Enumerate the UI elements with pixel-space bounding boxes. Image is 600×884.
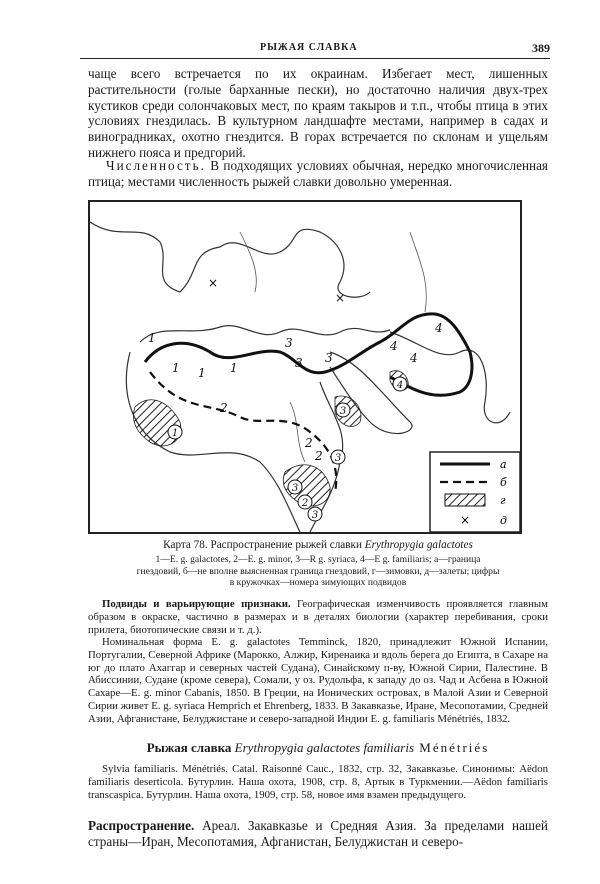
region-number: 1 (172, 361, 180, 375)
vagrant-mark: × (335, 291, 346, 305)
page-number: 389 (532, 41, 550, 55)
legend-key: д (500, 514, 507, 527)
legend-key: г (500, 494, 506, 507)
region-number: 1 (148, 331, 156, 345)
abundance-text: В подходящих условиях обычная, нередко многочисленная птица; местами численность рыжей славки довольно умеренная. (88, 158, 548, 189)
circled-number: 3 (311, 510, 319, 521)
legend-line: в кружочках—номера зимующих подвидов (229, 577, 407, 588)
subspecies-text: Географическая изменчивость проявляется главным образом в окраске, частично в размерах и в деталях биологии (характер перебивания, сроки прилета, биотопические связи и т. д.). (88, 598, 548, 636)
legend-line: гнездовий, б—не вполне выясненная граница гнездовий, г—зимовки, д—залеты; цифры (136, 565, 500, 577)
body-paragraph-abundance (88, 158, 548, 190)
map-legend-caption (88, 554, 548, 589)
coastline-europe (90, 222, 370, 297)
legend-key: а (500, 458, 507, 471)
region-number: 1 (230, 361, 238, 375)
region-number: 3 (285, 336, 293, 350)
circled-number: 1 (171, 428, 179, 439)
map-caption-prefix: Карта 78. Распространение рыжей славки (163, 539, 365, 551)
breeding-border (145, 314, 472, 395)
synonyms-paragraph: Sylvia familiaris. Ménétriés. Catal. Raisonné Cauc., 1832, стр. 32, Закавказье. Синонимы: Aëdon familiaris deserticola. Бутурлин. Наша охота, 1908, стр. 8, Артык в Туркмении.—Aëdon familiaris transcaspica. Бутурлин. Наша охота, 1909, стр. 58, новое имя взамен предыдущего. (88, 763, 548, 801)
subspecies-lead: Подвиды и варьирующие признаки. (102, 598, 291, 610)
map-legend (430, 452, 520, 532)
distribution-text: Ареал. Закавказье и Средняя Азия. За пределами нашей страны—Иран, Месопотамия, Афганистан, Белуджистан и северо- (88, 818, 548, 849)
subspecies-heading-name: Рыжая славка (146, 740, 235, 755)
region-number: 1 (198, 366, 206, 380)
abundance-lead: Численность. (106, 158, 206, 173)
body-paragraph-habitat: чаще всего встречается по их окраинам. Избегает мест, лишенных растительности (голые барханные пески), но достаточно наличия двух-трех кустиков среди солончаковых мест, по краям такыров и т.п., чтобы птица в этих условиях гнездилась. В культурном ландшафте местами, например в садах и виноградниках, охотно гнездится. В горах встречается по склонам и ущельям нижнего пояса и предгорий. (88, 66, 548, 160)
range-map-svg (90, 202, 520, 532)
subspecies-heading (88, 740, 548, 756)
region-number: 4 (435, 321, 443, 335)
running-header (80, 40, 550, 59)
distribution-paragraph (88, 818, 548, 850)
circled-number: 3 (334, 453, 342, 464)
coastline-asia (390, 332, 510, 423)
rivers (240, 232, 426, 462)
vagrant-mark: × (208, 276, 219, 290)
running-title: РЫЖАЯ СЛАВКА (260, 42, 358, 53)
map-caption (88, 539, 548, 551)
legend-vagrant-mark: × (460, 513, 471, 527)
region-number: 3 (325, 351, 333, 365)
region-number: 4 (390, 339, 398, 353)
distribution-lead: Распространение. (88, 818, 195, 833)
circled-number: 3 (291, 483, 299, 494)
region-number: 2 (220, 401, 228, 415)
circled-number: 2 (301, 498, 309, 509)
region-number: 2 (305, 436, 313, 450)
circled-number: 3 (339, 406, 347, 417)
region-number: 3 (295, 356, 303, 370)
map-caption-species: Erythropygia galactotes (364, 539, 473, 551)
range-map (88, 200, 522, 534)
region-number: 2 (315, 449, 323, 463)
coastline-mediterranean (140, 326, 390, 342)
subspecies-heading-latin: Erythropygia galactotes familiaris (234, 740, 415, 755)
circled-number: 4 (396, 380, 404, 391)
subspecies-paragraph (88, 598, 548, 636)
legend-key: б (500, 476, 507, 489)
subspecies-heading-author: Ménétriés (414, 740, 490, 755)
region-number: 4 (410, 351, 418, 365)
legend-line: 1—E. g. galactotes, 2—E. g. minor, 3—R g. syriaca, 4—E g. familiaris; а—граница (155, 554, 481, 565)
nominal-form-paragraph: Номинальная форма E. g. galactotes Temminck, 1820, принадлежит Южной Испании, Португалии, Северной Африке (Марокко, Алжир, Киренаика и вдоль берега до Египта, в Сахаре на юг до плато Ахаггар и северных частей Судана), Синайскому п-ву, Южной Сирии, Палестине. В Абиссинии, Судане (кроме севера), Сомали, у оз. Рудольфа, к западу до оз. Чад и Асбена в Южной Сахаре—E. g. minor Cabanis, 1850. В Греции, на Ионических островах, в Малой Азии и Северной Сирии живет E. g. syriaca Hemprich et Ehrenberg, 1833. В Закавказье, Иране, Месопотамии, Средней Азии, Афганистане, Белуджистане и северо-западной Индии E. g. familiaris Ménétriés, 1832. (88, 636, 548, 725)
